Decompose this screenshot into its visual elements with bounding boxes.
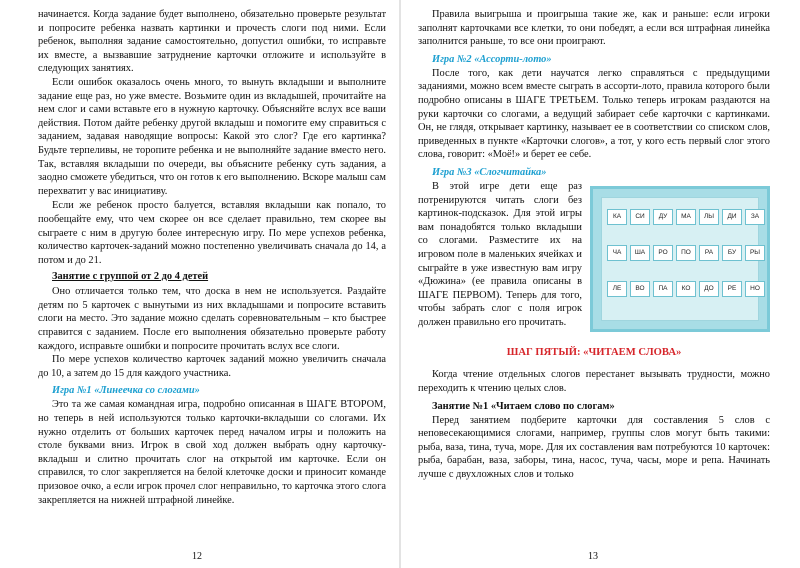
syllable-cell: ПА	[653, 281, 673, 297]
paragraph: начинается. Когда задание будет выполнено, обязательно проверьте результат и попросите ребенка назвать картинки и прочесть слоги под ними. Если ребенок, выполняя задание самостоятельно, допустил ошибки, то исправьте их вместе, а вызвавшие затруднение карточки отложите и используйте в следующих занятиях.	[38, 9, 386, 75]
lesson-heading: Занятие №1 «Читаем слово по слогам»	[432, 400, 615, 412]
syllable-cell: ВО	[630, 281, 650, 297]
section-heading: Занятие с группой от 2 до 4 детей	[52, 271, 209, 283]
paragraph: В этой игре дети еще раз потренируются читать слоги без картинок-подсказок. Для этой игры вам понадобятся только вкладыши со слогами. Разместите их на игровом поле в маленьких ячейках и сыграйте в уже известную вам игру «Дюжина» (ее правила описаны в ШАГЕ ПЕРВОМ). Теперь для того, чтобы забрать слог с поля игрок должен правильно его прочитать.	[418, 180, 582, 328]
syllable-cell: РО	[653, 245, 673, 261]
syllable-cell: НО	[745, 281, 765, 297]
paragraph: После того, как дети научатся легко справляться с предыдущими заданиями, можно всем вместе сыграть в ассорти-лото, правила которого были подробно описаны в ШАГЕ ТРЕТЬЕМ. Только теперь игрокам раздаются на руки карточки со слогами, а ведущий забирает себе карточки с картинками. Он, не глядя, открывает картинку, называет ее в соответствии со списком слов, приведенных в пункте «Карточки слогов», а тот, у кого есть первый слог этого слова, говорит: «Моё!» и берет ее себе.	[418, 67, 770, 161]
paragraph: Правила выигрыша и проигрыша такие же, как и раньше: если игроки заполнят карточками все клетки, то они победят, а если вся штрафная линейка заполнится раньше, то все они проиграют.	[418, 9, 770, 48]
syllable-cell: ША	[630, 245, 650, 261]
paragraph: Оно отличается только тем, что доска в нем не используется. Раздайте детям по 5 карточек с вынутыми из них вкладышами и попросите вставить слоги на место. Это задание можно сделать соревновательным – кто быстрее справится с заданием. После его выполнения обязательно проверьте работу каждого, исправьте ошибки и попросите прочитать вслух все слоги.	[38, 286, 386, 352]
syllable-cell: ПО	[676, 245, 696, 261]
syllable-cell: СИ	[630, 209, 650, 225]
syllable-cell: КО	[676, 281, 696, 297]
syllable-board-image	[590, 186, 770, 332]
syllable-cell: МА	[676, 209, 696, 225]
syllable-cell: ДИ	[722, 209, 742, 225]
step-heading: ШАГ ПЯТЫЙ: «ЧИТАЕМ СЛОВА»	[506, 347, 682, 359]
paragraph: Если же ребенок просто балуется, вставляя вкладыши как попало, то пообещайте ему, что чем скорее он все сделает правильно, тем скорее вы сыграете с ним в другую более интересную игру. По мере успехов ребенка, количество карточек-заданий можно постепенно увеличивать сначала до 14, а потом и до 21.	[38, 200, 386, 266]
syllable-cell: ДО	[699, 281, 719, 297]
syllable-grid	[607, 209, 765, 297]
paragraph: По мере успехов количество карточек заданий можно увеличить сначала до 10, а затем до 15 для каждого участника.	[38, 354, 386, 379]
syllable-cell: РЕ	[722, 281, 742, 297]
game-heading: Игра №3 «Слогчитайка»	[432, 166, 547, 178]
syllable-cell: ЧА	[607, 245, 627, 261]
right-page	[400, 0, 800, 568]
syllable-cell: ДУ	[653, 209, 673, 225]
syllable-cell: БУ	[722, 245, 742, 261]
syllable-cell: РЫ	[745, 245, 765, 261]
game-heading: Игра №2 «Ассорти-лото»	[432, 53, 552, 65]
syllable-cell: РА	[699, 245, 719, 261]
syllable-cell: ЛЕ	[607, 281, 627, 297]
paragraph: Когда чтение отдельных слогов перестанет вызывать трудности, можно переходить к чтению целых слов.	[418, 369, 770, 395]
syllable-cell: ЛЫ	[699, 209, 719, 225]
paragraph: Если ошибок оказалось очень много, то вынуть вкладыши и выполните задание еще раз, но уже вместе. Возьмите один из вкладышей, прочитайте на нем слог и сами вставьте его в нужную карточку. Объясняйте вслух все ваши действия. Потом дайте ребенку другой вкладыш и помогите ему справиться с заданием, задавая наводящие вопросы: Какой это слог? Где его картинка? Будьте терпеливы, не торопите ребенка и не выполняйте задание вместо него. Так, вставляя вкладыши по очереди, вы объясните ребенку суть задания, а заодно сможете убедиться, что он готов к его выполнению. Вскоре малыш сам перехватит у вас инициативу.	[38, 76, 386, 197]
paragraph: Перед занятием подберите карточки для составления 5 слов с неповесекающимися слогами, например, группы слов могут быть такими: рыба, ваза, тина, туча, море. Для их составления вам потребуются 10 карточек: рыба, барабан, ваза, заборы, тина, насос, туча, часы, море и репа. Начинать лучше с двухложных слов и только	[418, 414, 770, 481]
page-number: 13	[588, 551, 598, 562]
game-heading: Игра №1 «Линеечка со слогами»	[52, 385, 200, 397]
game-block	[418, 180, 770, 330]
paragraph: Это та же самая командная игра, подробно описанная в ШАГЕ ВТОРОМ, но теперь в ней используются только карточки-вкладыши со слогами. Их нужно отделить от больших карточек перед началом игры и положить на столе буквами вниз. Игрок в свой ход должен выбрать одну карточку-вкладыш и слитно прочитать слог на открытой им карточке. Если он справился, то слог закрепляется на белой клеточке доски и приносит команде призовое очко, а если игрок прочел слог неправильно, то карточка этого слога закрепляется на нижней штрафной линейке.	[38, 399, 386, 506]
page-number: 12	[192, 551, 202, 562]
syllable-cell: КА	[607, 209, 627, 225]
syllable-cell: ЗА	[745, 209, 765, 225]
